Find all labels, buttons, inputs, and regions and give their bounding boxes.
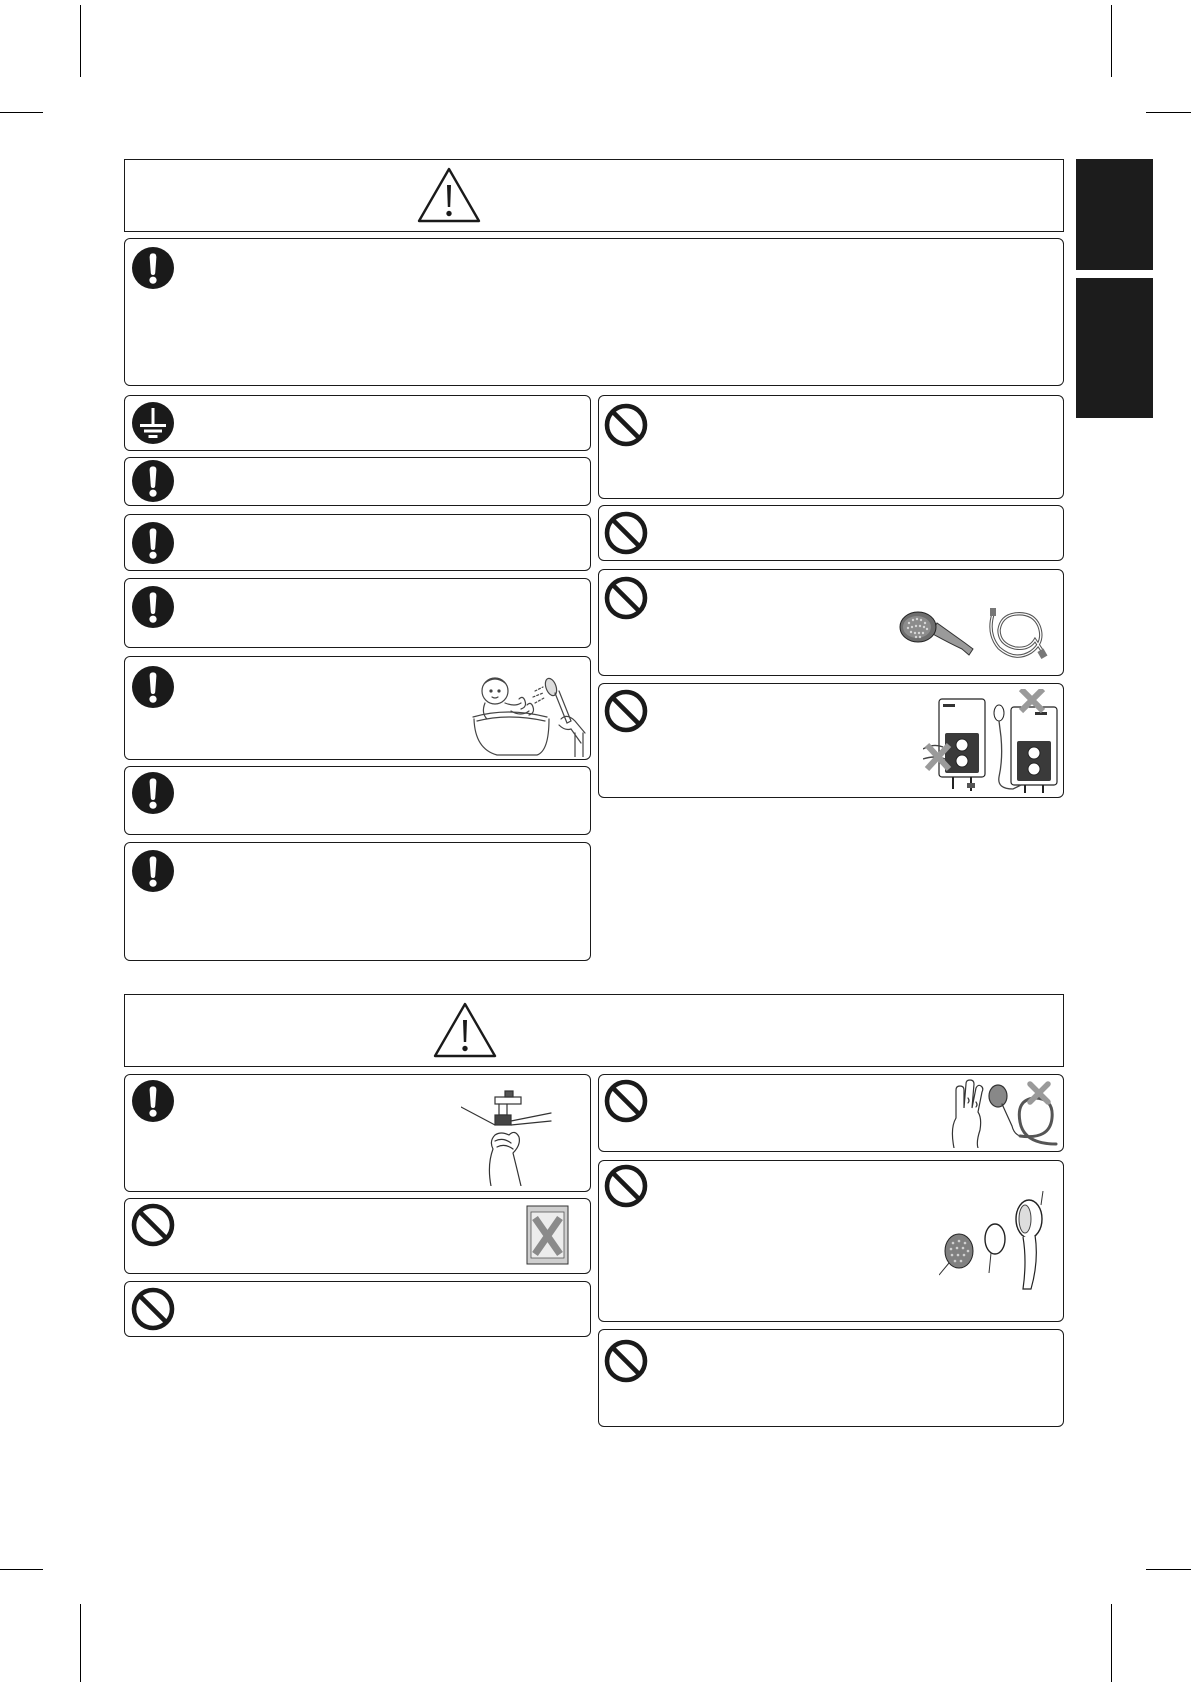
warning-triangle-icon — [416, 166, 482, 224]
mandatory-action-icon — [131, 849, 175, 893]
mandatory-action-icon — [131, 459, 175, 503]
mandatory-action-icon — [131, 1079, 175, 1123]
mandatory-notice-box — [124, 457, 591, 506]
tap-fitting-illustration — [461, 1089, 553, 1186]
crossed-out-cabinet-illustration — [526, 1204, 569, 1266]
crop-mark-bottom-right-vertical — [1111, 1604, 1112, 1682]
side-tab-lower — [1076, 278, 1153, 418]
mandatory-notice-box — [124, 514, 591, 571]
mandatory-notice-box — [124, 766, 591, 835]
prohibition-notice-box — [124, 1281, 591, 1337]
prohibition-notice-box — [598, 1160, 1064, 1322]
mandatory-action-icon — [131, 665, 175, 709]
prohibition-notice-box — [598, 505, 1064, 561]
prohibited-action-icon — [604, 1079, 648, 1123]
prohibition-notice-box — [598, 395, 1064, 499]
prohibition-notice-box — [598, 569, 1064, 676]
crop-mark-top-left-vertical — [80, 5, 81, 77]
prohibited-action-icon — [604, 689, 648, 733]
prohibited-action-icon — [604, 1339, 648, 1383]
warning-triangle-icon — [432, 1001, 498, 1059]
side-tab-upper — [1076, 159, 1153, 270]
intro-notice-box — [124, 238, 1064, 386]
prohibited-action-icon — [604, 576, 648, 620]
prohibited-action-icon — [604, 511, 648, 555]
mandatory-notice-box — [124, 842, 591, 961]
shower-head-illustration — [899, 609, 974, 657]
baby-bath-illustration — [471, 671, 587, 757]
water-heater-illustration — [923, 689, 1059, 794]
shower-head-parts-illustration — [939, 1191, 1057, 1293]
mandatory-notice-box — [124, 656, 591, 760]
crop-mark-bottom-left-vertical — [80, 1604, 81, 1682]
mandatory-action-icon — [131, 585, 175, 629]
prohibition-notice-box — [598, 1074, 1064, 1152]
warning-section-header — [124, 159, 1064, 232]
hand-shower-hose-illustration — [950, 1078, 1058, 1148]
crop-mark-top-right-vertical — [1111, 5, 1112, 77]
prohibition-notice-box — [598, 1329, 1064, 1427]
mandatory-action-icon — [131, 521, 175, 565]
mandatory-action-icon — [131, 771, 175, 815]
prohibited-action-icon — [131, 1287, 175, 1331]
grounding-notice-box — [124, 395, 591, 451]
shower-hose-illustration — [985, 608, 1049, 660]
crop-mark-bottom-left-horizontal — [0, 1569, 43, 1570]
mandatory-notice-box — [124, 578, 591, 648]
mandatory-notice-box — [124, 1074, 591, 1192]
mandatory-action-icon — [131, 246, 175, 290]
caution-section-header — [124, 994, 1064, 1067]
prohibited-action-icon — [604, 1164, 648, 1208]
prohibition-notice-box — [124, 1198, 591, 1274]
prohibited-action-icon — [131, 1203, 175, 1247]
prohibition-notice-box — [598, 683, 1064, 798]
crop-mark-top-right-horizontal — [1146, 112, 1191, 113]
prohibited-action-icon — [604, 403, 648, 447]
earth-ground-icon — [131, 401, 175, 445]
crop-mark-bottom-right-horizontal — [1146, 1569, 1191, 1570]
crop-mark-top-left-horizontal — [0, 112, 43, 113]
